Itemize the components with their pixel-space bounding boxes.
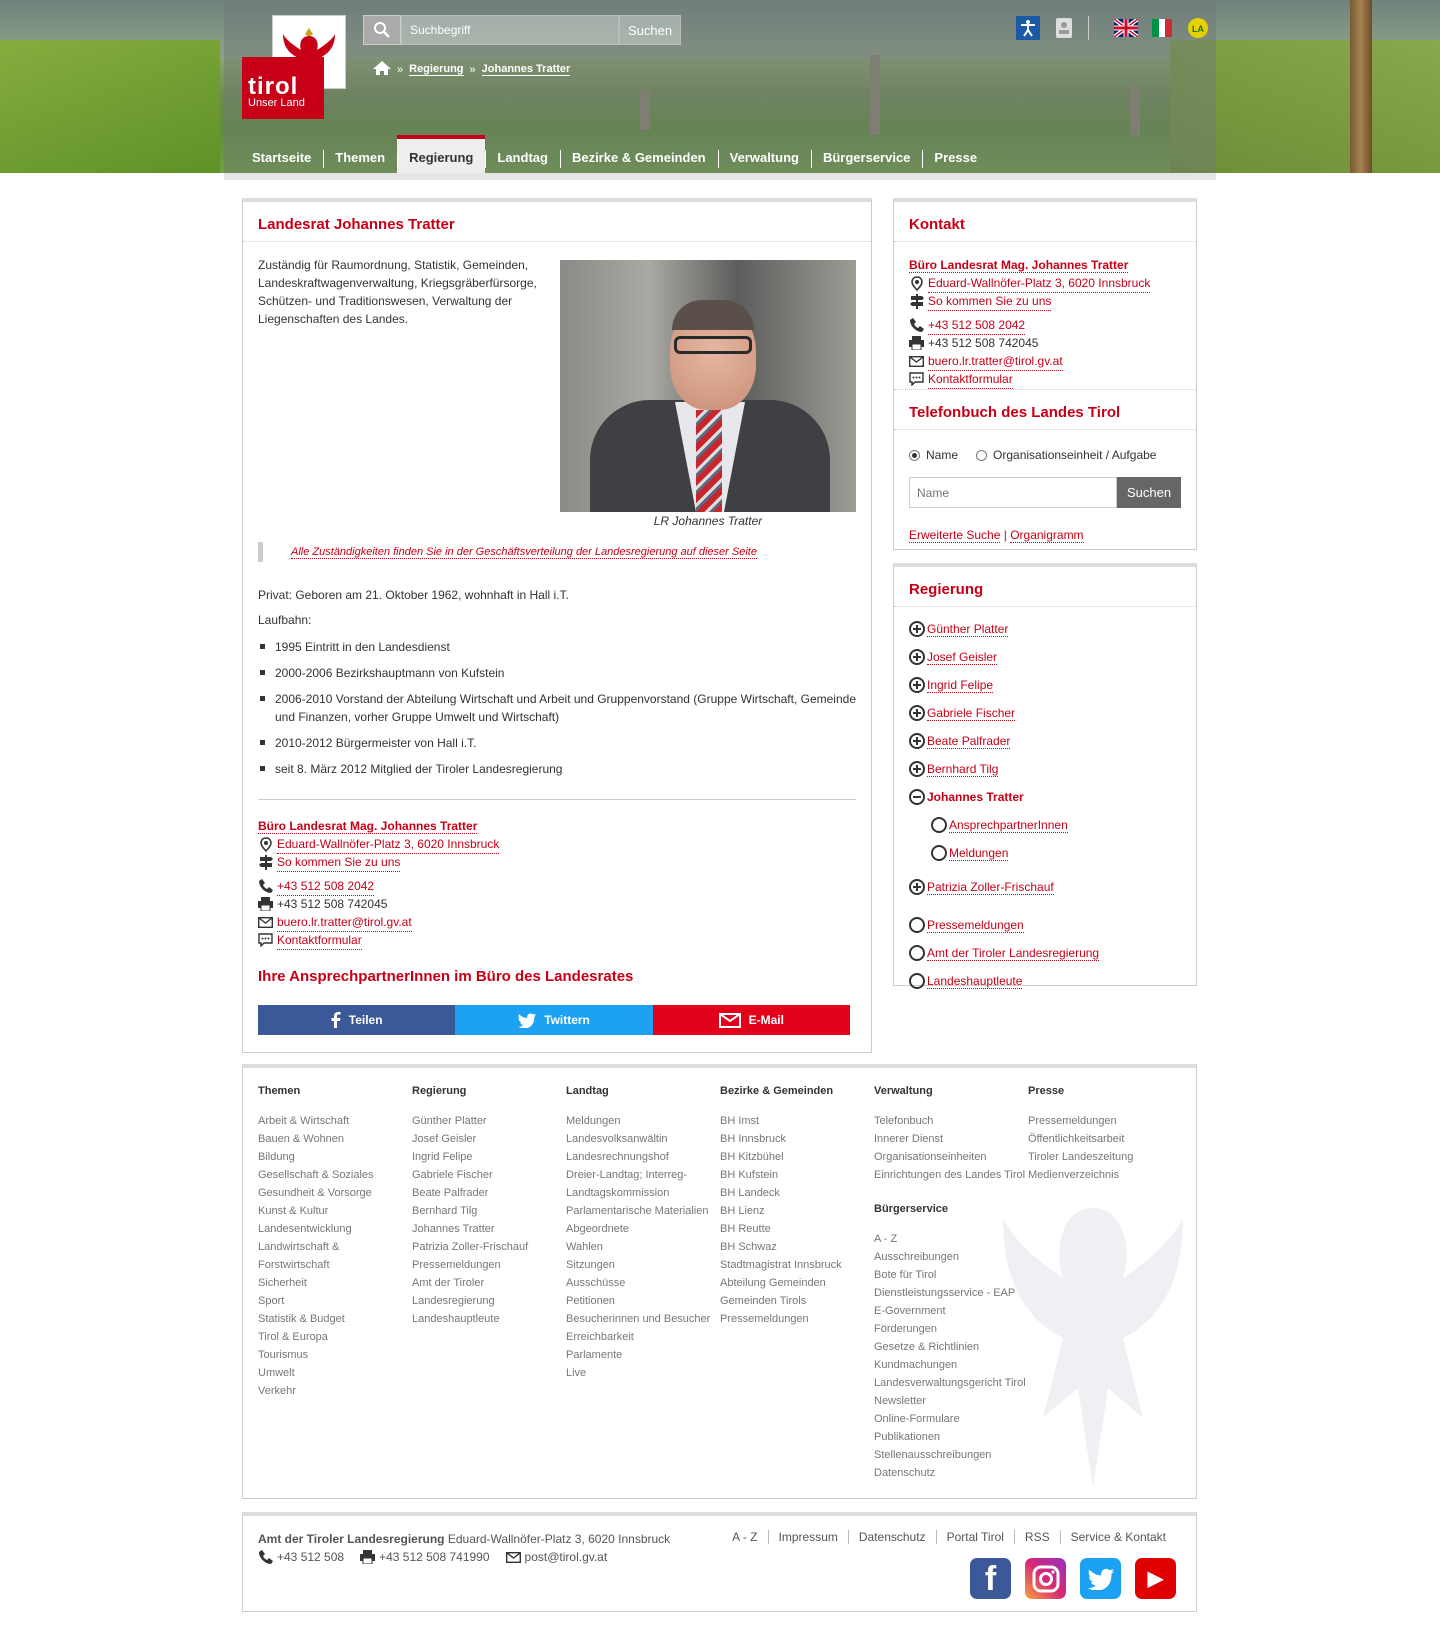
footer-link-impressum[interactable]: Impressum (768, 1530, 848, 1544)
footer-link[interactable]: Stadtmagistrat Innsbruck (720, 1259, 842, 1271)
footer-heading: Themen (258, 1085, 301, 1097)
footer-heading: Bezirke & Gemeinden (720, 1085, 834, 1097)
footer-link[interactable]: Einrichtungen des Landes Tirol (874, 1169, 1026, 1181)
footer-link[interactable]: Gesundheit & Vorsorge (258, 1187, 372, 1199)
footer-link[interactable]: Patrizia Zoller-Frischauf (412, 1241, 529, 1253)
phonebook-mode (909, 448, 1156, 462)
footer-col-landtag (566, 1082, 710, 1382)
footer-org: Amt der Tiroler Landesregierung (258, 1532, 445, 1546)
tree-link[interactable]: Landeshauptleute (927, 973, 1023, 988)
header-tools (1016, 16, 1210, 40)
expand-icon[interactable] (909, 879, 925, 895)
breadcrumb-regierung[interactable]: Regierung (409, 63, 464, 75)
page-title: Landesrat Johannes Tratter (243, 202, 871, 242)
office-contact (258, 817, 578, 949)
email-link[interactable]: buero.lr.tratter@tirol.gv.at (928, 352, 1063, 371)
footer-link[interactable]: Landesregierung (412, 1295, 495, 1307)
phonebook-section (894, 389, 1196, 430)
divider (258, 799, 856, 800)
logo-line1: tirol (248, 73, 299, 100)
nav-bezirke[interactable]: Bezirke & Gemeinden (560, 135, 718, 173)
footer-fax: +43 512 508 741990 (379, 1550, 490, 1564)
footer-link[interactable]: Parlamentarische Materialien (566, 1205, 709, 1217)
fax-number: +43 512 508 742045 (928, 336, 1039, 350)
footer-link[interactable]: Kunst & Kultur (258, 1205, 329, 1217)
footer-link[interactable]: A - Z (874, 1233, 898, 1245)
sidebar-contact (909, 256, 1229, 388)
footer-email[interactable]: post@tirol.gv.at (524, 1550, 608, 1564)
footer-heading: Verwaltung (874, 1085, 933, 1097)
photo-tie (696, 410, 722, 512)
footer-link[interactable]: Landesvolksanwältin (566, 1133, 668, 1145)
breadcrumb-current[interactable]: Johannes Tratter (481, 63, 571, 75)
home-icon[interactable] (373, 61, 391, 78)
footer-street: Eduard-Wallnöfer-Platz 3, 6020 Innsbruck (447, 1532, 671, 1546)
phone-link[interactable]: +43 512 508 2042 (928, 316, 1025, 335)
phonebook-links (909, 528, 1084, 542)
location-icon (258, 837, 273, 852)
phonebook-search (909, 477, 1181, 508)
tirol-logo[interactable] (242, 15, 346, 119)
phonebook-heading: Telefonbuch des Landes Tirol (894, 389, 1196, 430)
contact-sidebar (893, 198, 1197, 550)
footer-link[interactable]: Online-Formulare (874, 1413, 960, 1425)
private-info: Privat: Geboren am 21. Oktober 1962, wohnhaft in Hall i.T. (258, 588, 569, 602)
footer-link[interactable]: Landesverwaltungsgericht Tirol (874, 1377, 1026, 1389)
footer-link[interactable]: E-Government (874, 1305, 946, 1317)
share-twitter-label: Twittern (544, 1013, 590, 1027)
radio-name[interactable] (909, 450, 920, 461)
mail-icon (506, 1550, 521, 1565)
signpost-icon (909, 294, 924, 309)
contact-heading: Kontakt (894, 202, 1196, 242)
tree-link[interactable]: Amt der Tiroler Landesregierung (927, 945, 1100, 960)
breadcrumb (373, 61, 570, 78)
footer-link[interactable]: Johannes Tratter (412, 1223, 495, 1235)
footer-col-themen (258, 1082, 374, 1400)
footer-col-regierung (412, 1082, 528, 1328)
footer-link[interactable]: Amt der Tiroler (412, 1277, 485, 1289)
footer-link[interactable]: Förderungen (874, 1323, 937, 1335)
share-bar (258, 1005, 850, 1035)
footer-link[interactable]: Dreier-Landtag; Interreg- (566, 1169, 688, 1181)
tree-subitem[interactable]: Meldungen (949, 845, 1009, 860)
list-item: 2000-2006 Bezirkshauptmann von Kufstein (258, 664, 856, 682)
breadcrumb-separator: » (397, 63, 404, 76)
share-email-label: E-Mail (748, 1013, 784, 1027)
nav-themen[interactable]: Themen (323, 135, 397, 173)
footer-link[interactable]: Telefonbuch (874, 1115, 934, 1127)
tree-link[interactable]: Pressemeldungen (927, 917, 1024, 932)
footer-col-presse (1028, 1082, 1133, 1184)
bullet-circle-icon (909, 945, 925, 961)
contact-form-link[interactable]: Kontaktformular (277, 931, 362, 950)
mail-icon (719, 1013, 741, 1028)
footer-link[interactable]: Arbeit & Wirtschaft (258, 1115, 350, 1127)
twitter-icon[interactable] (1080, 1558, 1121, 1599)
footer-heading: Bürgerservice (874, 1203, 948, 1215)
nav-regierung[interactable]: Regierung (397, 135, 485, 173)
expand-icon[interactable] (909, 733, 925, 749)
footer-link[interactable]: Gesellschaft & Soziales (258, 1169, 374, 1181)
hero-meadow-left (0, 40, 220, 173)
directions-link[interactable]: So kommen Sie zu uns (277, 853, 400, 872)
photo-caption: LR Johannes Tratter (653, 514, 763, 528)
expand-icon[interactable] (909, 621, 925, 637)
career-list (258, 638, 856, 786)
footer-link[interactable]: Josef Geisler (412, 1133, 477, 1145)
footer-link-service[interactable]: Service & Kontakt (1060, 1530, 1176, 1544)
share-facebook-label: Teilen (348, 1013, 383, 1027)
footer-link[interactable]: Petitionen (566, 1295, 615, 1307)
footer-link[interactable]: BH Imst (720, 1115, 760, 1127)
footer-link[interactable]: Bildung (258, 1151, 295, 1163)
english-flag-icon[interactable] (1114, 16, 1138, 40)
footer-link[interactable]: Beate Palfrader (412, 1187, 489, 1199)
footer-link-rss[interactable]: RSS (1014, 1530, 1060, 1544)
chat-icon (909, 372, 924, 387)
footer-link[interactable]: Sport (258, 1295, 285, 1307)
footer-link[interactable]: Kundmachungen (874, 1359, 958, 1371)
list-item: 1995 Eintritt in den Landesdienst (258, 638, 856, 656)
footer-link[interactable]: Gabriele Fischer (412, 1169, 493, 1181)
expand-icon[interactable] (909, 677, 925, 693)
footer-address (258, 1530, 670, 1566)
footer-link[interactable]: Ausschüsse (566, 1277, 626, 1289)
footer-link[interactable]: Bauen & Wohnen (258, 1133, 345, 1145)
tree-item[interactable]: Günther Platter (927, 621, 1009, 636)
expand-icon[interactable] (909, 705, 925, 721)
portrait-photo (560, 260, 856, 512)
contact-form-link[interactable]: Kontaktformular (928, 370, 1013, 389)
bullet-circle-icon (931, 845, 947, 861)
signpost-icon (258, 855, 273, 870)
tree-item[interactable]: Josef Geisler (927, 649, 998, 664)
bullet-circle-icon (931, 817, 947, 833)
phonebook-search-button[interactable]: Suchen (1117, 477, 1181, 508)
fax-icon (909, 336, 924, 351)
site-search (363, 15, 681, 45)
footer-link[interactable]: Dienstleistungsservice - EAP (874, 1287, 1016, 1299)
youtube-icon[interactable] (1135, 1558, 1176, 1599)
phonebook-input[interactable] (909, 477, 1117, 508)
government-sidebar (893, 563, 1197, 986)
advanced-search-link[interactable]: Erweiterte Suche (909, 528, 1001, 542)
office-link[interactable]: Büro Landesrat Mag. Johannes Tratter (258, 819, 478, 833)
search-icon[interactable] (363, 15, 401, 45)
main-content (242, 198, 872, 1053)
footer-link[interactable]: Pressemeldungen (720, 1313, 809, 1325)
bullet-circle-icon (909, 917, 925, 933)
photo-glasses (674, 336, 752, 354)
footer-link[interactable]: Landesentwicklung (258, 1223, 352, 1235)
tools-divider (1088, 16, 1102, 40)
footer-link[interactable]: Umwelt (258, 1367, 295, 1379)
footer-link[interactable]: Gemeinden Tirols (720, 1295, 807, 1307)
footer-link[interactable]: Innerer Dienst (874, 1133, 944, 1145)
footer-link[interactable]: BH Reutte (720, 1223, 771, 1235)
footer-link[interactable]: Datenschutz (874, 1467, 936, 1479)
list-item: seit 8. März 2012 Mitglied der Tiroler Landesregierung (258, 760, 856, 778)
ladin-language-icon[interactable] (1186, 16, 1210, 40)
footer-link[interactable]: Landwirtschaft & (258, 1241, 340, 1253)
footer-link[interactable]: Newsletter (874, 1395, 926, 1407)
government-tree (909, 615, 1189, 995)
footer-link[interactable]: Live (566, 1367, 587, 1379)
footer-link[interactable]: Pressemeldungen (1028, 1115, 1117, 1127)
footer-link[interactable]: Tirol & Europa (258, 1331, 328, 1343)
collapse-icon[interactable] (909, 789, 925, 805)
footer-link[interactable]: Medienverzeichnis (1028, 1169, 1120, 1181)
footer-link[interactable]: Stellenausschreibungen (874, 1449, 992, 1461)
facebook-glyph: f (984, 1560, 997, 1598)
address-link[interactable]: Eduard-Wallnöfer-Platz 3, 6020 Innsbruck (928, 274, 1150, 293)
footer-link[interactable]: BH Landeck (720, 1187, 780, 1199)
career-label: Laufbahn: (258, 613, 312, 627)
footer-link[interactable]: Wahlen (566, 1241, 603, 1253)
hero-wooden-pole (1350, 0, 1372, 173)
intro-text: Zuständig für Raumordnung, Statistik, Gemeinden, Landeskraftwagenverwaltung, Kriegsgräberfürsorge, Schützen- und Traditionswesen, Verwaltung der Liegenschaften des Landes. (258, 258, 537, 326)
main-navigation (240, 135, 989, 173)
link-divider: | (1003, 528, 1007, 542)
footer-link[interactable]: Abteilung Gemeinden (720, 1277, 826, 1289)
fax-number: +43 512 508 742045 (277, 897, 388, 911)
radio-name-label: Name (926, 448, 959, 462)
logo-wordmark (242, 57, 324, 119)
organigram-link[interactable]: Organigramm (1010, 528, 1084, 542)
footer-link[interactable]: Pressemeldungen (412, 1259, 501, 1271)
footer-link[interactable]: Tiroler Landeszeitung (1028, 1151, 1134, 1163)
list-item: 2006-2010 Vorstand der Abteilung Wirtschaft und Arbeit und Gruppenvorstand (Gruppe Wirtschaft, Gemeinde und Finanzen, vorher Gruppe Umwelt und Wirtschaft) (258, 690, 856, 726)
accessibility-icon[interactable] (1016, 16, 1040, 40)
footer-link[interactable]: Publikationen (874, 1431, 941, 1443)
social-links (970, 1558, 1176, 1599)
search-button[interactable]: Suchen (619, 15, 681, 45)
footer-link[interactable]: Erreichbarkeit (566, 1331, 634, 1343)
phonebook-icon[interactable] (1052, 16, 1076, 40)
footer-col-verwaltung (874, 1082, 1025, 1184)
mail-icon (258, 915, 273, 930)
footer-link[interactable]: Bote für Tirol (874, 1269, 937, 1281)
phone-link[interactable]: +43 512 508 2042 (277, 877, 374, 896)
tree-item[interactable]: Beate Palfrader (927, 733, 1011, 748)
footer-link[interactable]: Tourismus (258, 1349, 309, 1361)
italian-flag-icon[interactable] (1150, 16, 1174, 40)
breadcrumb-separator: » (469, 63, 476, 76)
footer-link[interactable]: Verkehr (258, 1385, 296, 1397)
chat-icon (258, 933, 273, 948)
facebook-icon (331, 1012, 341, 1028)
footer-heading: Landtag (566, 1085, 609, 1097)
list-item: 2010-2012 Bürgermeister von Hall i.T. (258, 734, 856, 752)
radio-org-label: Organisationseinheit / Aufgabe (993, 448, 1157, 462)
tree-item[interactable]: Ingrid Felipe (927, 677, 994, 692)
office-link[interactable]: Büro Landesrat Mag. Johannes Tratter (909, 258, 1129, 272)
nav-presse[interactable]: Presse (922, 135, 989, 173)
tree-item[interactable]: Patrizia Zoller-Frischauf (927, 879, 1054, 894)
footer-heading: Regierung (412, 1085, 467, 1097)
footer-link[interactable]: Organisationseinheiten (874, 1151, 987, 1163)
footer-col-bezirke (720, 1082, 842, 1328)
footer-link[interactable]: Sitzungen (566, 1259, 615, 1271)
responsibilities-note (258, 542, 856, 562)
government-heading: Regierung (894, 567, 1196, 607)
footer-links (722, 1530, 1176, 1544)
phone-icon (258, 1550, 273, 1565)
footer-link-portal[interactable]: Portal Tirol (936, 1530, 1014, 1544)
tree-item[interactable]: Bernhard Tilg (927, 761, 999, 776)
facebook-icon[interactable] (970, 1558, 1011, 1599)
footer-link-az[interactable]: A - Z (732, 1530, 758, 1544)
footer-phone: +43 512 508 (277, 1550, 345, 1564)
phone-icon (909, 318, 924, 333)
footer-sitemap (242, 1064, 1197, 1499)
share-email-button[interactable] (653, 1005, 850, 1035)
footer-link[interactable]: Sicherheit (258, 1277, 307, 1289)
fax-icon (258, 897, 273, 912)
address-link[interactable]: Eduard-Wallnöfer-Platz 3, 6020 Innsbruck (277, 835, 499, 854)
nav-buergerservice[interactable]: Bürgerservice (811, 135, 922, 173)
footer-link-datenschutz[interactable]: Datenschutz (848, 1530, 936, 1544)
nav-landtag[interactable]: Landtag (485, 135, 560, 173)
expand-icon[interactable] (909, 649, 925, 665)
nav-startseite[interactable]: Startseite (252, 150, 312, 165)
footer-link[interactable]: Landesrechnungshof (566, 1151, 669, 1163)
share-twitter-button[interactable] (455, 1005, 652, 1035)
location-icon (909, 276, 924, 291)
footer-link[interactable]: Landtagskommission (566, 1187, 670, 1199)
footer-link[interactable]: Bernhard Tilg (412, 1205, 478, 1217)
tree-subitem[interactable]: AnsprechpartnerInnen (949, 817, 1068, 832)
bullet-circle-icon (909, 973, 925, 989)
footer-link[interactable]: BH Kufstein (720, 1169, 779, 1181)
tree-item[interactable]: Gabriele Fischer (927, 705, 1016, 720)
mail-icon (909, 354, 924, 369)
contacts-heading[interactable]: Ihre AnsprechpartnerInnen im Büro des Landesrates (258, 968, 634, 985)
footer-link[interactable]: Ausschreibungen (874, 1251, 960, 1263)
footer-link[interactable]: Meldungen (566, 1115, 621, 1127)
tree-item-current[interactable]: Johannes Tratter (927, 790, 1024, 804)
twitter-icon (518, 1013, 536, 1028)
fax-icon (360, 1550, 375, 1565)
footer-link[interactable]: Parlamente (566, 1349, 623, 1361)
footer-link[interactable]: Abgeordnete (566, 1223, 629, 1235)
footer-link[interactable]: BH Schwaz (720, 1241, 777, 1253)
footer-col-buergerservice (874, 1200, 1026, 1482)
footer-link[interactable]: BH Kitzbühel (720, 1151, 784, 1163)
ladin-label: LA (1192, 24, 1204, 34)
footer-link[interactable]: BH Innsbruck (720, 1133, 787, 1145)
search-input[interactable] (401, 15, 619, 45)
footer-link[interactable]: Landeshauptleute (412, 1313, 500, 1325)
email-link[interactable]: buero.lr.tratter@tirol.gv.at (277, 913, 412, 932)
expand-icon[interactable] (909, 761, 925, 777)
footer-link[interactable]: Öffentlichkeitsarbeit (1028, 1133, 1125, 1145)
nav-underline (224, 173, 1216, 180)
footer-link[interactable]: Ingrid Felipe (412, 1151, 473, 1163)
footer-heading: Presse (1028, 1085, 1065, 1097)
phone-icon (258, 879, 273, 894)
logo-line2: Unser Land (248, 97, 305, 109)
responsibilities-link[interactable]: Alle Zuständigkeiten finden Sie in der Geschäftsverteilung der Landesregierung auf dieser Seite (291, 546, 757, 558)
footer-link[interactable]: Besucherinnen und Besucher (566, 1313, 711, 1325)
nav-verwaltung[interactable]: Verwaltung (718, 135, 811, 173)
footer-link[interactable]: Günther Platter (412, 1115, 487, 1127)
footer-link[interactable]: Forstwirtschaft (258, 1259, 330, 1271)
instagram-icon[interactable] (1025, 1558, 1066, 1599)
directions-link[interactable]: So kommen Sie zu uns (928, 292, 1051, 311)
youtube-glyph: ▶ (1147, 1568, 1164, 1590)
footer-bottom (242, 1512, 1197, 1612)
footer-link[interactable]: BH Lienz (720, 1205, 765, 1217)
footer-link[interactable]: Statistik & Budget (258, 1313, 345, 1325)
share-facebook-button[interactable] (258, 1005, 455, 1035)
radio-org[interactable] (976, 450, 987, 461)
photo-hair (672, 300, 754, 330)
footer-link[interactable]: Gesetze & Richtlinien (874, 1341, 980, 1353)
